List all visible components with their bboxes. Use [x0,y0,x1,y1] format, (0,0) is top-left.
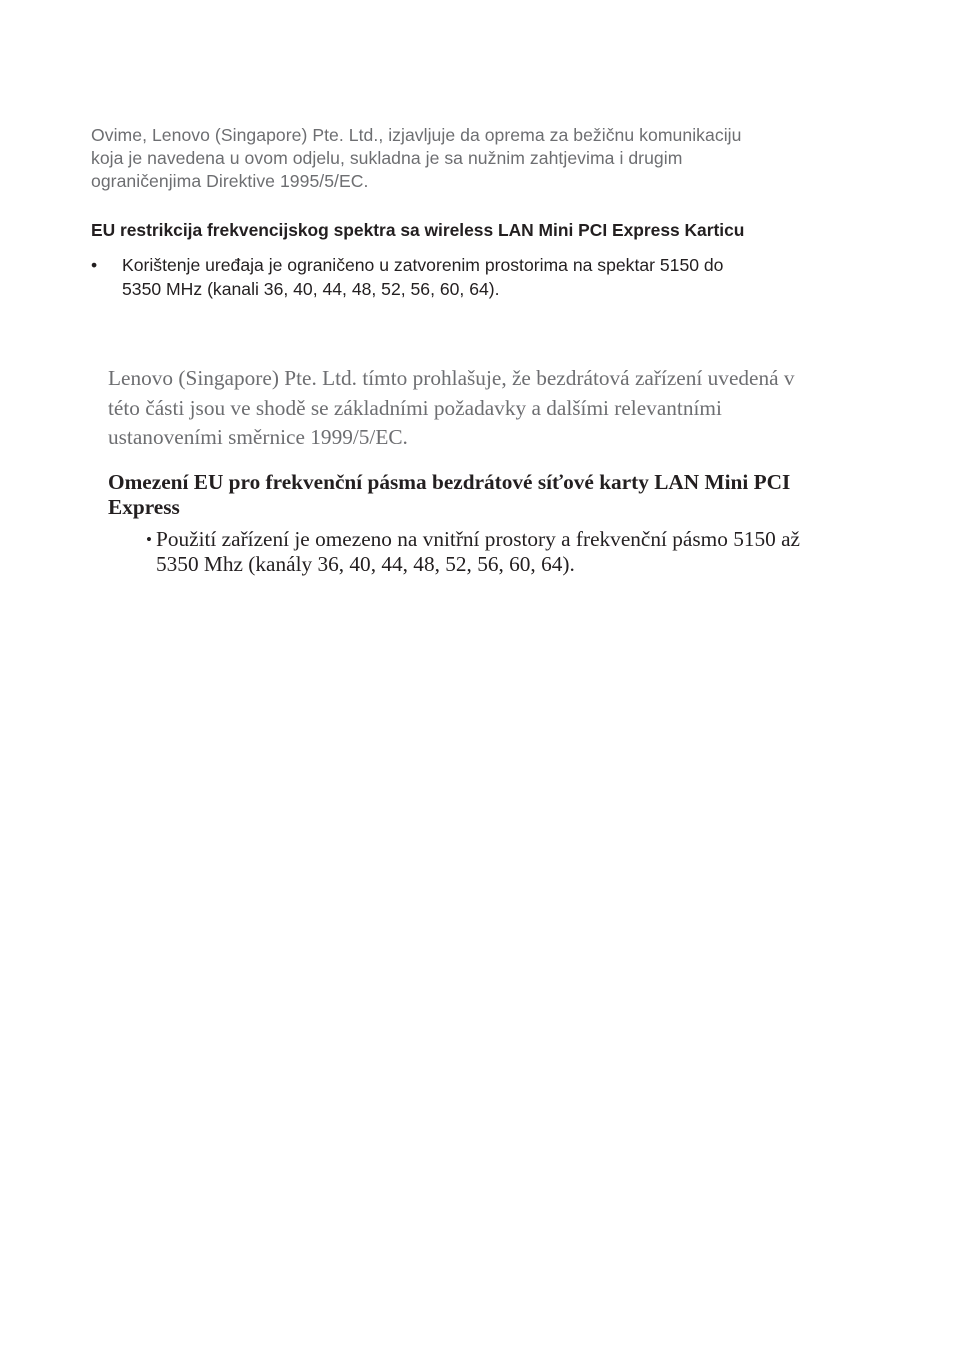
czech-restriction-heading [108,470,878,520]
bullet-icon: • [91,255,98,275]
heading-line: Omezení EU pro frekvenční pásma bezdrátové síťové karty LAN Mini PCI [108,469,791,494]
paragraph-line: koja je navedena u ovom odjelu, sukladna je sa nužnim zahtjevima i drugim [91,148,683,168]
list-item [146,527,878,577]
paragraph-line: Ovime, Lenovo (Singapore) Pte. Ltd., izjavljuje da oprema za bežičnu komunikaciju [91,125,742,145]
bullet-line: 5350 MHz (kanali 36, 40, 44, 48, 52, 56, 60, 64). [122,279,500,299]
bullet-line: 5350 Mhz (kanály 36, 40, 44, 48, 52, 56, 60, 64). [156,551,575,576]
heading-line: Express [108,494,180,519]
czech-restriction-list [108,527,878,577]
croatian-restriction-heading: EU restrikcija frekvencijskog spektra sa wireless LAN Mini PCI Express Karticu [91,220,745,240]
paragraph-line: Lenovo (Singapore) Pte. Ltd. tímto prohlašuje, že bezdrátová zařízení uvedená v [108,366,795,390]
croatian-restriction-list [91,253,871,301]
list-item [91,253,871,301]
croatian-declaration-paragraph [91,124,871,193]
paragraph-line: ustanoveními směrnice 1999/5/EC. [108,425,408,449]
bullet-line: Použití zařízení je omezeno na vnitřní prostory a frekvenční pásmo 5150 až [156,526,801,551]
bullet-icon: • [146,529,152,549]
paragraph-line: této části jsou ve shodě se základními požadavky a dalšími relevantními [108,395,722,420]
croatian-declaration-section [91,124,871,301]
bullet-line: Korištenje uređaja je ograničeno u zatvorenim prostorima na spektar 5150 do [122,255,724,275]
czech-declaration-section [108,364,878,577]
czech-declaration-paragraph [108,364,878,453]
paragraph-line: ograničenjima Direktive 1995/5/EC. [91,171,369,191]
